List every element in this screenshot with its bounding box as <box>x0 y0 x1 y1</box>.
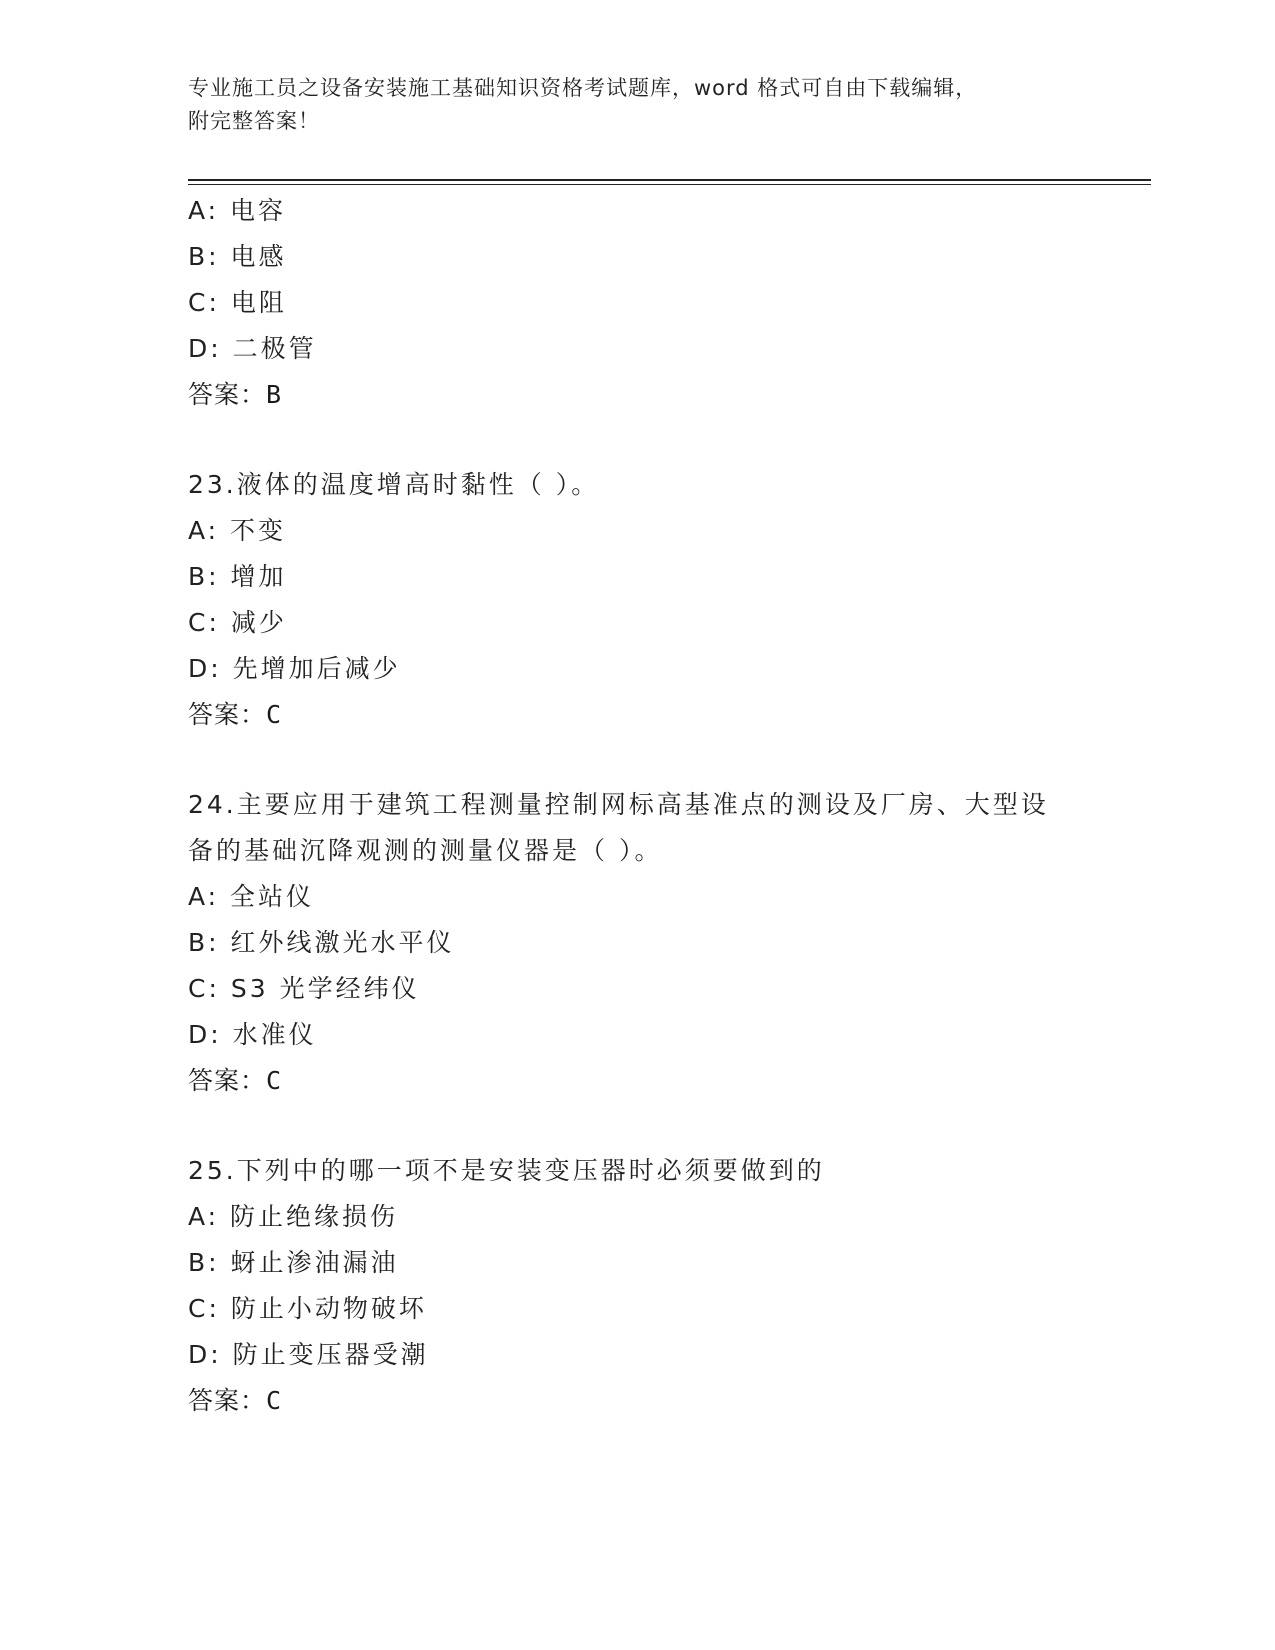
answer-value: B <box>266 380 283 409</box>
question-stem-line-2: 备的基础沉降观测的测量仪器是（ ）。 <box>188 836 663 865</box>
question-stem-line-1: 24.主要应用于建筑工程测量控制网标高基准点的测设及厂房、大型设 <box>188 790 1049 819</box>
question-stem: 25.下列中的哪一项不是安装变压器时必须要做到的 <box>188 1156 825 1185</box>
document-header <box>188 72 1088 138</box>
question-23 <box>188 462 1108 738</box>
answer-line: 答案：C <box>188 700 283 729</box>
question-24 <box>188 782 1108 1104</box>
answer-value: C <box>266 1386 283 1415</box>
answer-value: C <box>266 1066 283 1095</box>
option-b: B: 蚜止渗油漏油 <box>188 1248 399 1277</box>
header-line-1: 专业施工员之设备安装施工基础知识资格考试题库，word 格式可自由下载编辑， <box>188 76 978 100</box>
option-d: D: 先增加后减少 <box>188 654 401 683</box>
option-c: C: 减少 <box>188 608 287 637</box>
answer-line: 答案：C <box>188 1066 283 1095</box>
answer-line: 答案：C <box>188 1386 283 1415</box>
question-22 <box>188 188 1108 418</box>
option-a: A: 全站仪 <box>188 882 315 911</box>
question-list <box>188 188 1108 1424</box>
option-c: C: 防止小动物破坏 <box>188 1294 427 1323</box>
question-25 <box>188 1148 1108 1424</box>
answer-line: 答案：B <box>188 380 283 409</box>
header-line-2: 附完整答案！ <box>188 109 320 133</box>
option-a: A: 电容 <box>188 196 287 225</box>
option-d: D: 防止变压器受潮 <box>188 1340 429 1369</box>
header-rule-thin <box>188 184 1151 185</box>
option-d: D: 二极管 <box>188 334 317 363</box>
question-stem: 23.液体的温度增高时黏性（ ）。 <box>188 470 600 499</box>
option-d: D: 水准仪 <box>188 1020 317 1049</box>
option-c: C: S3 光学经纬仪 <box>188 974 420 1003</box>
option-c: C: 电阻 <box>188 288 287 317</box>
option-b: B: 电感 <box>188 242 287 271</box>
option-b: B: 红外线激光水平仪 <box>188 928 455 957</box>
option-b: B: 增加 <box>188 562 287 591</box>
option-a: A: 不变 <box>188 516 287 545</box>
option-a: A: 防止绝缘损伤 <box>188 1202 399 1231</box>
answer-value: C <box>266 700 283 729</box>
header-rule-thick <box>188 179 1151 181</box>
